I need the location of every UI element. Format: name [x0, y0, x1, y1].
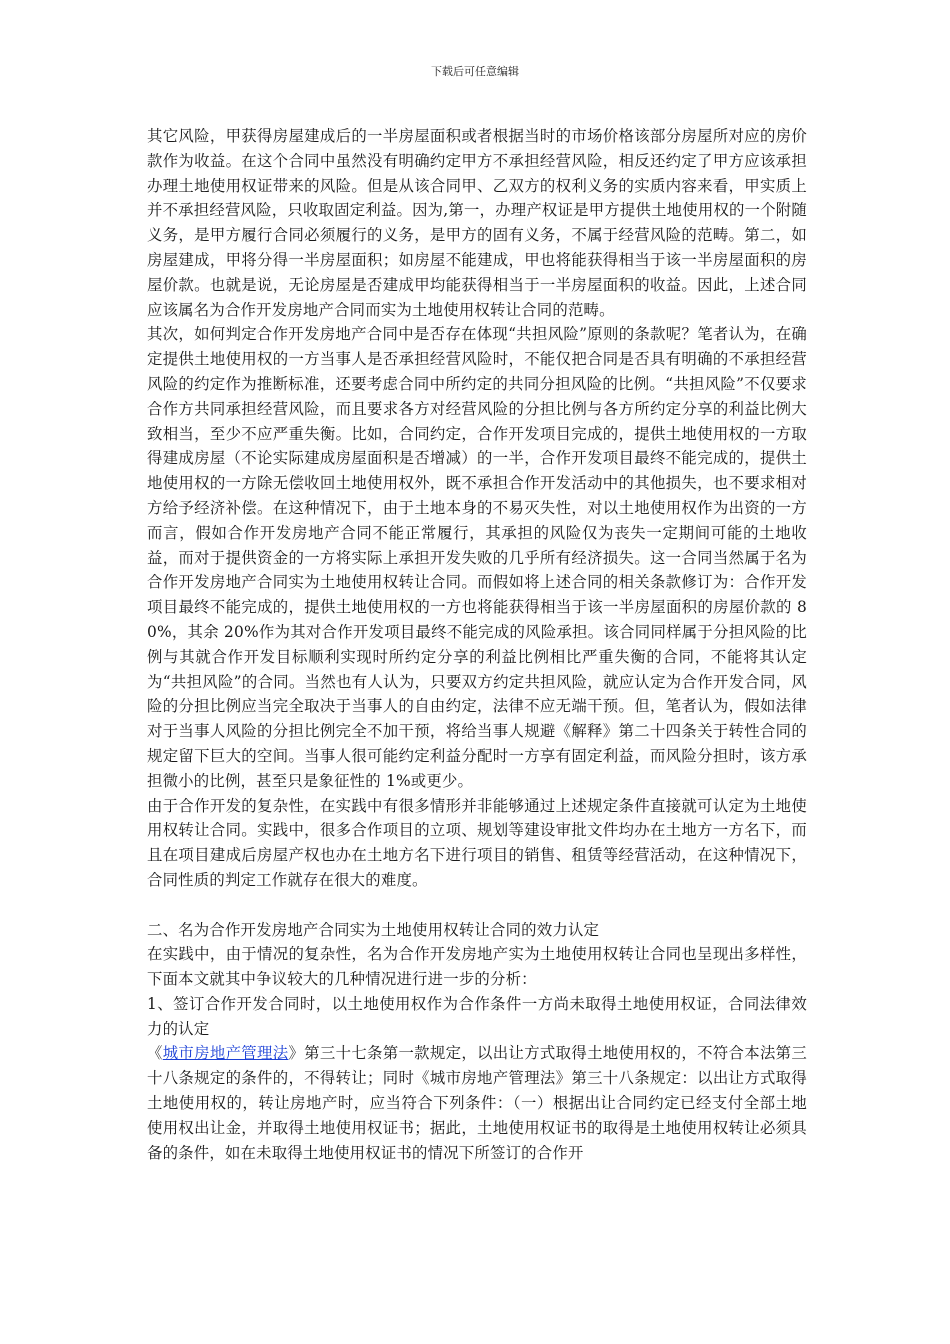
citation-text: 》第三十七条第一款规定，以出让方式取得土地使用权的，不符合本法第三十八条规定的条件的，不得转让；同时《城市房地产管理法》第三十八条规定：以出让方式取得土地使用权的，转让房地产时，应当符合下列条件：（一）根据出让合同约定已经支付全部土地使用权出让金，并取得土地使用权证书；据此，土地使用权证书的取得是土地使用权转让必须具备的条件，如在未取得土地使用权证书的情况下所签订的合作开 — [147, 1044, 807, 1162]
document-body — [147, 124, 807, 1165]
paragraph-section-intro: 在实践中，由于情况的复杂性，名为合作开发房地产实为土地使用权转让合同也呈现出多样性，下面本文就其中争议较大的几种情况进行进一步的分析： — [147, 945, 807, 989]
open-bracket: 《 — [147, 1044, 163, 1063]
blank-line — [147, 893, 807, 918]
law-link[interactable]: 城市房地产管理法 — [162, 1044, 289, 1063]
paragraph-risk-analysis: 其它风险，甲获得房屋建成后的一半房屋面积或者根据当时的市场价格该部分房屋所对应的房价款作为收益。在这个合同中虽然没有明确约定甲方不承担经营风险，相反还约定了甲方应该承担办理土地使用权证带来的风险。但是从该合同甲、乙双方的权利义务的实质内容来看，甲实质上并不承担经营风险，只收取固定利益。因为,第一，办理产权证是甲方提供土地使用权的一个附随义务，是甲方履行合同必须履行的义务，是甲方的固有义务，不属于经营风险的范畴。第二，如房屋建成，甲将分得一半房屋面积；如房屋不能建成，甲也将能获得相当于该一半房屋面积的房屋价款。也就是说，无论房屋是否建成甲均能获得相当于一半房屋面积的收益。因此，上述合同应该属名为合作开发房地产合同而实为土地使用权转让合同的范畴。 — [147, 127, 807, 319]
paragraph-item-1: 1、签订合作开发合同时，以土地使用权作为合作条件一方尚未取得土地使用权证，合同法律效力的认定 — [147, 994, 807, 1038]
paragraph-law-citation — [147, 1041, 807, 1165]
paragraph-shared-risk: 其次，如何判定合作开发房地产合同中是否存在体现“共担风险”原则的条款呢？笔者认为，在确定提供土地使用权的一方当事人是否承担经营风险时，不能仅把合同是否具有明确的不承担经营风险的约定作为推断标准，还要考虑合同中所约定的共同分担风险的比例。“共担风险”不仅要求合作方共同承担经营风险，而且要求各方对经营风险的分担比例与各方所约定分享的利益比例大致相当，至少不应严重失衡。比如，合同约定，合作开发项目完成的，提供土地使用权的一方取得建成房屋（不论实际建成房屋面积是否增减）的一半，合作开发项目最终不能完成的，提供土地使用权的一方除无偿收回土地使用权外，既不承担合作开发活动中的其他损失，也不要求相对方给予经济补偿。在这种情况下，由于土地本身的不易灭失性，对以土地使用权作为出资的一方而言，假如合作开发房地产合同不能正常履行，其承担的风险仅为丧失一定期间可能的土地收益，而对于提供资金的一方将实际上承担开发失败的几乎所有经济损失。这一合同当然属于名为合作开发房地产合同实为土地使用权转让合同。而假如将上述合同的相关条款修订为：合作开发项目最终不能完成的，提供土地使用权的一方也将能获得相当于该一半房屋面积的房屋价款的 80%，其余 20%作为其对合作开发项目最终不能完成的风险承担。该合同同样属于分担风险的比例与其就合作开发目标顺利实现时所约定分享的利益比例相比严重失衡的合同，不能将其认定为“共担风险”的合同。当然也有人认为，只要双方约定共担风险，就应认定为合作开发合同，风险的分担比例应当完全取决于当事人的自由约定，法律不应无端干预。但，笔者认为，假如法律对于当事人风险的分担比例完全不加干预，将给当事人规避《解释》第二十四条关于转性合同的规定留下巨大的空间。当事人很可能约定利益分配时一方享有固定利益，而风险分担时，该方承担微小的比例，甚至只是象征性的 1%或更少。 — [147, 325, 807, 790]
paragraph-complexity: 由于合作开发的复杂性，在实践中有很多情形并非能够通过上述规定条件直接就可认定为土地使用权转让合同。实践中，很多合作项目的立项、规划等建设审批文件均办在土地方一方名下，而且在项目建成后房屋产权也办在土地方名下进行项目的销售、租赁等经营活动，在这种情况下，合同性质的判定工作就存在很大的难度。 — [147, 796, 807, 889]
page-header: 下载后可任意编辑 — [431, 65, 519, 78]
section-heading: 二、名为合作开发房地产合同实为土地使用权转让合同的效力认定 — [147, 920, 600, 939]
